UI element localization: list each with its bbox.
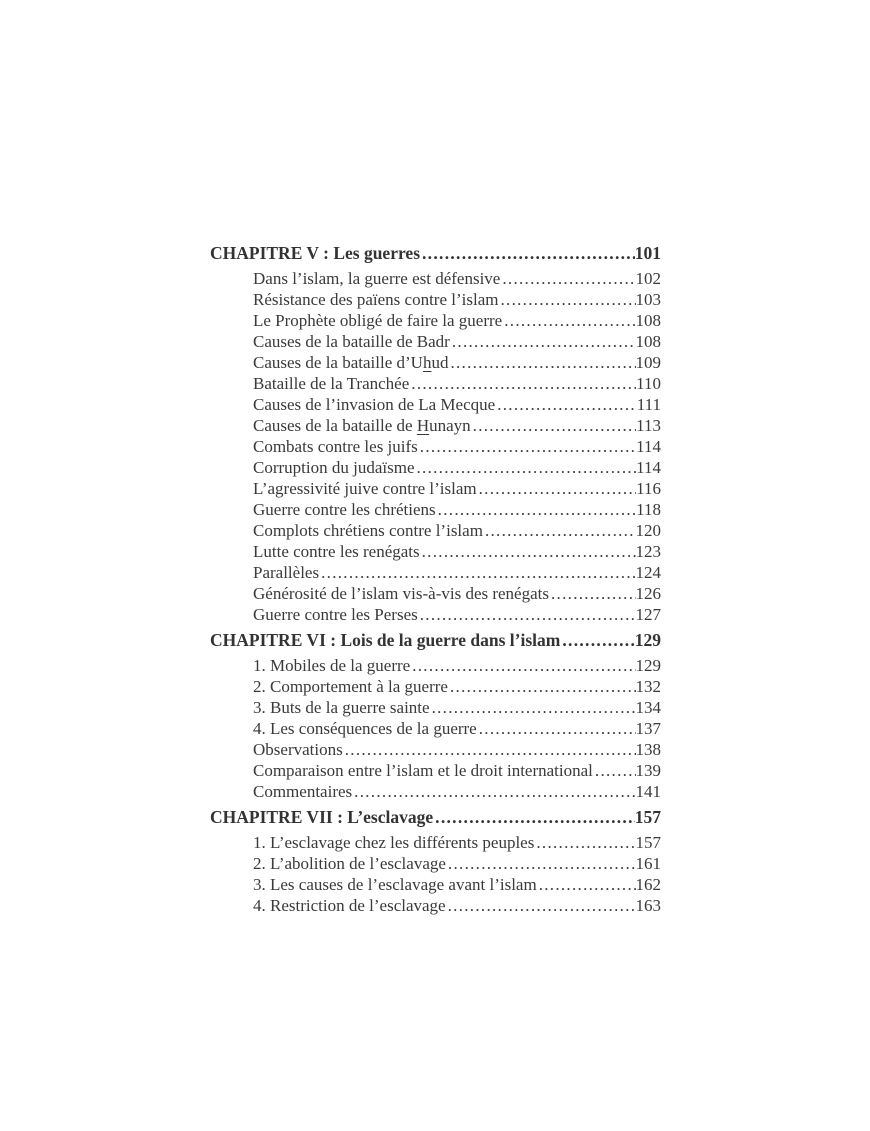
toc-entry-label: 2. Comportement à la guerre: [253, 677, 448, 696]
dot-leader: [448, 895, 636, 916]
dot-leader: [551, 583, 636, 604]
toc-page-number: 126: [635, 584, 661, 603]
dot-leader: [420, 604, 636, 625]
toc-page-number: 113: [636, 416, 661, 435]
toc-entry: [210, 499, 661, 520]
toc-page-number: 114: [636, 458, 661, 477]
toc-entry-label: 1. Mobiles de la guerre: [253, 656, 411, 675]
toc-entry-label: Complots chrétiens contre l’islam: [253, 521, 483, 540]
toc-entry: [210, 478, 661, 499]
dot-leader: [595, 760, 636, 781]
toc-entry: [210, 268, 661, 289]
toc-entry: [210, 604, 661, 625]
toc-entry-label: Résistance des païens contre l’islam: [253, 290, 499, 309]
dot-leader: [473, 415, 636, 436]
toc-entry-label: Commentaires: [253, 782, 353, 801]
toc-entry-label: Parallèles: [253, 563, 320, 582]
toc-entry-label: 3. Les causes de l’esclavage avant l’islam: [253, 875, 537, 894]
toc-entry: [210, 352, 661, 373]
toc-page-number: 120: [635, 521, 661, 540]
toc-page-number: 108: [635, 332, 661, 351]
toc-page-number: 118: [636, 500, 661, 519]
toc-page-number: 124: [635, 563, 661, 582]
dot-leader: [438, 499, 636, 520]
toc-entry: [210, 853, 661, 874]
toc-entry: [210, 676, 661, 697]
toc-entry-label: Causes de l’invasion de La Mecque: [253, 395, 496, 414]
toc-entry: [210, 874, 661, 895]
toc-entry-label: 4. Les conséquences de la guerre: [253, 719, 477, 738]
toc-page-number: 101: [634, 243, 661, 263]
toc-entry: [210, 832, 661, 853]
dot-leader: [497, 394, 637, 415]
toc-page-number: 110: [636, 374, 661, 393]
toc-entry: [210, 739, 661, 760]
toc-entry-label: Causes de la bataille de Badr: [253, 332, 450, 351]
toc-entry: [210, 697, 661, 718]
underlined-letter: H: [416, 416, 430, 435]
dot-leader: [562, 630, 634, 651]
toc-entry-label: Comparaison entre l’islam et le droit international: [253, 761, 593, 780]
label-segment: Causes de la bataille d’U: [253, 353, 423, 372]
toc-entry-label: L’agressivité juive contre l’islam: [253, 479, 477, 498]
toc-entry: [210, 895, 661, 916]
toc-entry-label: [253, 415, 471, 436]
toc-entry: [210, 457, 661, 478]
dot-leader: [479, 718, 636, 739]
toc-chapter-heading: [210, 243, 661, 264]
toc-entry-label: Combats contre les juifs: [253, 437, 418, 456]
dot-leader: [345, 739, 636, 760]
toc-entry-label: Bataille de la Tranchée: [253, 374, 410, 393]
underlined-letter: h: [422, 353, 432, 372]
toc-page-number: 129: [635, 656, 661, 675]
toc-chapter-heading: [210, 807, 661, 828]
toc-page-number: 102: [635, 269, 661, 288]
toc-entry-label: Générosité de l’islam vis-à-vis des renégats: [253, 584, 549, 603]
dot-leader: [412, 655, 635, 676]
toc-chapter-label: CHAPITRE VI : Lois de la guerre dans l’islam: [210, 630, 561, 650]
toc-page-number: 139: [635, 761, 661, 780]
toc-chapter-label: CHAPITRE V : Les guerres: [210, 243, 420, 263]
dot-leader: [435, 807, 635, 828]
dot-leader: [411, 373, 636, 394]
toc-page-number: 111: [636, 395, 661, 414]
dot-leader: [450, 352, 635, 373]
toc-entry-label: Le Prophète obligé de faire la guerre: [253, 311, 503, 330]
toc-page-number: 127: [635, 605, 661, 624]
toc-entry: [210, 655, 661, 676]
toc-page-number: 137: [635, 719, 661, 738]
toc-entry: [210, 373, 661, 394]
toc-entry: [210, 331, 661, 352]
toc-entry-label: Guerre contre les Perses: [253, 605, 418, 624]
toc-page-number: 132: [635, 677, 661, 696]
toc-entry-label: [253, 352, 448, 373]
label-segment: Causes de la bataille de: [253, 416, 417, 435]
toc-page-number: 157: [635, 833, 661, 852]
toc-page-number: 163: [635, 896, 661, 915]
toc-section: [210, 630, 661, 802]
toc-chapter-heading: [210, 630, 661, 651]
label-segment: ud: [431, 353, 449, 372]
toc-entry: [210, 562, 661, 583]
toc-entry-label: 4. Restriction de l’esclavage: [253, 896, 446, 915]
toc-page-number: 109: [635, 353, 661, 372]
toc-entry: [210, 760, 661, 781]
dot-leader: [485, 520, 636, 541]
toc-entry: [210, 583, 661, 604]
toc-page-number: 162: [635, 875, 661, 894]
dot-leader: [536, 832, 635, 853]
toc-entry: [210, 781, 661, 802]
toc-page-number: 134: [635, 698, 661, 717]
dot-leader: [452, 331, 636, 352]
toc-entry-label: Lutte contre les renégats: [253, 542, 420, 561]
dot-leader: [448, 853, 636, 874]
toc-entry: [210, 436, 661, 457]
toc-page-number: 116: [636, 479, 661, 498]
dot-leader: [422, 541, 636, 562]
toc-page-number: 129: [634, 630, 661, 650]
dot-leader: [354, 781, 635, 802]
toc-chapter-label: CHAPITRE VII : L’esclavage: [210, 807, 434, 827]
toc-entry: [210, 541, 661, 562]
toc-entry: [210, 520, 661, 541]
toc-page-number: 141: [635, 782, 661, 801]
toc-section: [210, 243, 661, 625]
toc-entry-label: Observations: [253, 740, 343, 759]
label-segment: unayn: [429, 416, 471, 435]
toc-entry-label: 2. L’abolition de l’esclavage: [253, 854, 446, 873]
toc-entry-label: Dans l’islam, la guerre est défensive: [253, 269, 501, 288]
toc-entry: [210, 310, 661, 331]
dot-leader: [420, 436, 636, 457]
toc-page-number: 138: [635, 740, 661, 759]
dot-leader: [321, 562, 635, 583]
dot-leader: [422, 243, 635, 264]
toc-page-number: 108: [635, 311, 661, 330]
dot-leader: [502, 268, 635, 289]
dot-leader: [539, 874, 636, 895]
dot-leader: [500, 289, 635, 310]
toc-entry-label: 1. L’esclavage chez les différents peuples: [253, 833, 535, 852]
toc-entry: [210, 415, 661, 436]
toc-page-number: 103: [635, 290, 661, 309]
toc-entry: [210, 718, 661, 739]
dot-leader: [450, 676, 636, 697]
dot-leader: [432, 697, 636, 718]
toc-section: [210, 807, 661, 916]
toc-entry: [210, 394, 661, 415]
dot-leader: [479, 478, 637, 499]
dot-leader: [416, 457, 636, 478]
toc-page-number: 161: [635, 854, 661, 873]
toc-entry-label: 3. Buts de la guerre sainte: [253, 698, 430, 717]
dot-leader: [504, 310, 635, 331]
toc-entry-label: Guerre contre les chrétiens: [253, 500, 436, 519]
toc: [210, 243, 661, 916]
toc-page-number: 123: [635, 542, 661, 561]
toc-entry: [210, 289, 661, 310]
toc-page-number: 157: [634, 807, 661, 827]
toc-entry-label: Corruption du judaïsme: [253, 458, 415, 477]
toc-page-number: 114: [636, 437, 661, 456]
